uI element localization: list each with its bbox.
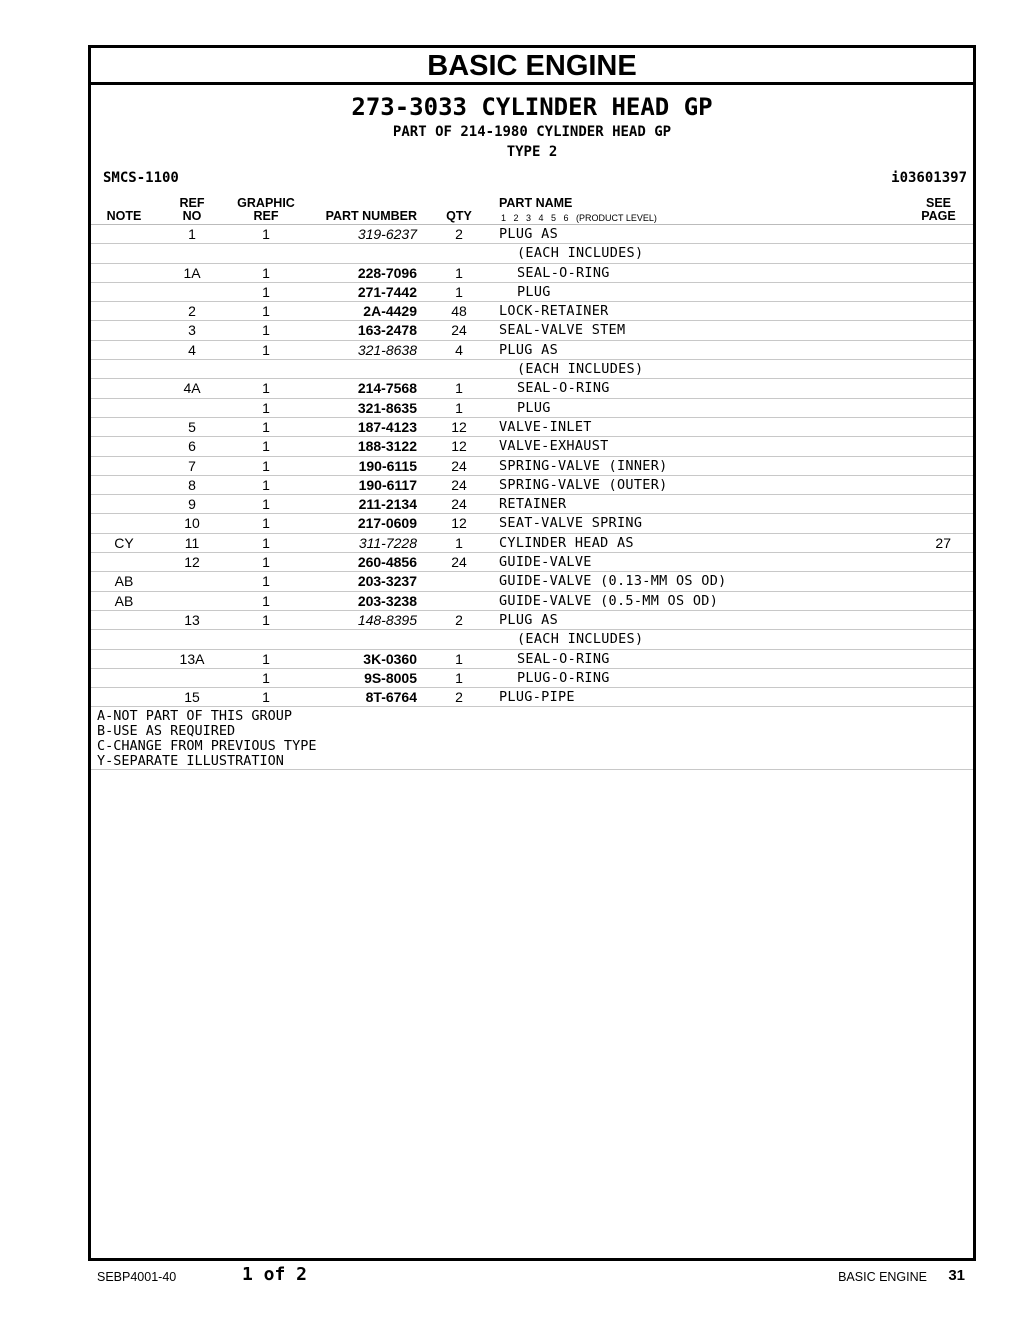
row-qty: 1	[455, 264, 463, 281]
table-row	[91, 688, 973, 707]
row-qty: 48	[451, 303, 467, 320]
footer-doc-id: SEBP4001-40	[97, 1270, 177, 1284]
row-part-name: CYLINDER HEAD AS	[499, 534, 634, 551]
table-row	[91, 534, 973, 553]
row-qty: 2	[455, 689, 463, 706]
row-part-name: PLUG-O-RING	[517, 669, 610, 686]
row-part-number: 190-6115	[358, 457, 417, 474]
row-ref-no: 4A	[183, 380, 201, 397]
row-part-number: 311-7228	[358, 534, 417, 551]
row-part-name: PLUG AS	[499, 341, 558, 358]
row-ref-no: 10	[184, 515, 200, 532]
row-part-number: 217-0609	[357, 515, 417, 532]
row-note: AB	[114, 573, 134, 590]
row-graphic-ref: 1	[262, 283, 270, 300]
col-graphic-ref-line1: GRAPHIC	[237, 196, 295, 210]
row-ref-no: 5	[188, 418, 196, 435]
parts-table-body	[91, 225, 973, 707]
row-part-name: PLUG-PIPE	[499, 689, 575, 706]
table-row	[91, 437, 973, 456]
row-graphic-ref: 1	[262, 303, 270, 320]
group-header	[91, 85, 973, 197]
row-ref-no: 8	[188, 476, 196, 493]
row-part-name: RETAINER	[499, 496, 567, 513]
row-part-number: 211-2134	[358, 496, 417, 513]
row-part-number: 2A-4429	[363, 303, 417, 320]
group-type: TYPE 2	[506, 144, 558, 160]
row-qty: 4	[455, 341, 463, 358]
row-ref-no: 6	[188, 438, 196, 455]
row-ref-no: 11	[184, 534, 200, 551]
col-qty: QTY	[446, 209, 472, 223]
row-graphic-ref: 1	[262, 322, 270, 339]
row-qty: 24	[451, 322, 467, 339]
row-part-name: PLUG	[517, 283, 551, 300]
row-part-name: (EACH INCLUDES)	[517, 361, 644, 378]
column-headers	[91, 197, 973, 225]
note-y: Y-SEPARATE ILLUSTRATION	[97, 753, 284, 770]
row-qty: 1	[455, 380, 463, 397]
row-part-number: 271-7442	[357, 283, 417, 300]
row-graphic-ref: 1	[262, 438, 270, 455]
table-row	[91, 264, 973, 283]
row-graphic-ref: 1	[262, 457, 270, 474]
table-row	[91, 321, 973, 340]
row-ref-no: 13A	[179, 650, 205, 667]
col-product-level: 1 2 3 4 5 6 (PRODUCT LEVEL)	[501, 213, 657, 223]
row-part-name: (EACH INCLUDES)	[517, 631, 644, 648]
row-qty: 24	[451, 554, 467, 571]
parts-page-frame	[88, 45, 976, 1261]
row-part-number: 319-6237	[357, 226, 417, 242]
table-row	[91, 225, 973, 244]
row-ref-no: 12	[184, 554, 200, 571]
row-part-number: 260-4856	[357, 554, 417, 571]
row-ref-no: 3	[188, 322, 196, 339]
table-row	[91, 341, 973, 360]
table-row	[91, 669, 973, 688]
row-part-name: GUIDE-VALVE (0.13-MM OS OD)	[499, 573, 727, 590]
row-qty: 2	[455, 611, 463, 628]
row-part-name: SPRING-VALVE (OUTER)	[499, 476, 668, 493]
row-see-page: 27	[935, 534, 951, 551]
col-note: NOTE	[106, 209, 142, 223]
row-graphic-ref: 1	[262, 689, 270, 706]
row-part-name: GUIDE-VALVE (0.5-MM OS OD)	[499, 592, 719, 609]
note-c: C-CHANGE FROM PREVIOUS TYPE	[97, 738, 317, 755]
row-part-number: 321-8635	[357, 399, 417, 416]
row-part-name: (EACH INCLUDES)	[517, 245, 644, 262]
row-ref-no: 15	[184, 689, 200, 706]
row-graphic-ref: 1	[262, 592, 270, 609]
row-part-name: SEAL-VALVE STEM	[499, 322, 626, 339]
table-row	[91, 418, 973, 437]
row-note: AB	[114, 592, 134, 609]
col-ref-no-line2: NO	[182, 209, 202, 223]
row-graphic-ref: 1	[262, 496, 270, 513]
table-row	[91, 476, 973, 495]
row-qty: 12	[451, 515, 467, 532]
row-part-name: SEAT-VALVE SPRING	[499, 515, 643, 532]
row-ref-no: 7	[188, 457, 196, 474]
table-row	[91, 399, 973, 418]
footer-page-number: 31	[948, 1267, 965, 1284]
row-part-name: SEAL-O-RING	[517, 264, 610, 281]
row-part-name: LOCK-RETAINER	[499, 303, 609, 320]
row-ref-no: 2	[188, 303, 196, 320]
row-part-number: 228-7096	[357, 264, 417, 281]
row-part-name: SEAL-O-RING	[517, 650, 610, 667]
table-row	[91, 244, 973, 263]
row-part-name: PLUG AS	[499, 611, 558, 628]
row-part-number: 214-7568	[357, 380, 417, 397]
illustration-id: i03601397	[891, 170, 967, 186]
row-graphic-ref: 1	[262, 515, 270, 532]
group-part-of: PART OF 214-1980 CYLINDER HEAD GP	[392, 124, 672, 140]
row-qty: 12	[451, 438, 467, 455]
row-graphic-ref: 1	[262, 418, 270, 435]
row-qty: 2	[455, 226, 463, 242]
row-part-number: 190-6117	[358, 476, 417, 493]
col-graphic-ref-line2: REF	[253, 209, 279, 223]
row-graphic-ref: 1	[262, 399, 270, 416]
table-row	[91, 302, 973, 321]
row-graphic-ref: 1	[262, 573, 270, 590]
row-graphic-ref: 1	[262, 611, 270, 628]
row-part-number: 203-3237	[357, 573, 417, 590]
table-row	[91, 514, 973, 533]
row-part-name: SEAL-O-RING	[517, 380, 610, 397]
row-part-name: PLUG AS	[499, 226, 558, 242]
row-qty: 1	[455, 534, 463, 551]
group-title: 273-3033 CYLINDER HEAD GP	[351, 93, 713, 121]
table-row	[91, 495, 973, 514]
notes-legend	[91, 707, 973, 770]
col-part-name: PART NAME	[499, 196, 573, 210]
row-qty: 12	[451, 418, 467, 435]
table-row	[91, 592, 973, 611]
section-title: BASIC ENGINE	[91, 48, 973, 85]
row-graphic-ref: 1	[262, 669, 270, 686]
col-see-page-line2: PAGE	[921, 209, 956, 223]
row-part-number: 148-8395	[357, 611, 417, 628]
row-graphic-ref: 1	[262, 264, 270, 281]
col-see-page-line1: SEE	[925, 196, 951, 210]
row-part-number: 163-2478	[357, 322, 417, 339]
row-part-number: 3K-0360	[363, 650, 417, 667]
row-qty: 1	[455, 650, 463, 667]
col-part-number: PART NUMBER	[325, 209, 417, 223]
footer-section: BASIC ENGINE	[838, 1270, 927, 1284]
row-part-number: 188-3122	[357, 438, 417, 455]
table-row	[91, 360, 973, 379]
row-part-number: 321-8638	[357, 341, 417, 358]
table-row	[91, 630, 973, 649]
row-graphic-ref: 1	[262, 534, 270, 551]
footer-page-of: 1 of 2	[242, 1264, 308, 1285]
table-row	[91, 553, 973, 572]
table-row	[91, 650, 973, 669]
note-a: A-NOT PART OF THIS GROUP	[97, 708, 293, 725]
table-row	[91, 283, 973, 302]
row-ref-no: 4	[188, 341, 196, 358]
row-graphic-ref: 1	[262, 380, 270, 397]
row-qty: 1	[455, 283, 463, 300]
smcs-code: SMCS-1100	[103, 170, 179, 186]
row-part-name: VALVE-EXHAUST	[499, 438, 609, 455]
row-qty: 24	[451, 457, 467, 474]
row-part-number: 8T-6764	[365, 689, 417, 706]
table-row	[91, 572, 973, 591]
row-qty: 1	[455, 669, 463, 686]
row-qty: 24	[451, 476, 467, 493]
table-row	[91, 379, 973, 398]
row-part-name: VALVE-INLET	[499, 418, 592, 435]
row-part-name: GUIDE-VALVE	[499, 554, 592, 571]
row-qty: 24	[451, 496, 467, 513]
note-b: B-USE AS REQUIRED	[97, 723, 236, 740]
row-ref-no: 1A	[183, 264, 201, 281]
col-ref-no-line1: REF	[179, 196, 205, 210]
table-row	[91, 457, 973, 476]
row-graphic-ref: 1	[262, 650, 270, 667]
row-graphic-ref: 1	[262, 476, 270, 493]
row-graphic-ref: 1	[262, 341, 270, 358]
row-graphic-ref: 1	[262, 554, 270, 571]
row-part-number: 203-3238	[357, 592, 417, 609]
row-part-number: 9S-8005	[364, 669, 417, 686]
row-graphic-ref: 1	[262, 226, 270, 242]
row-qty: 1	[455, 399, 463, 416]
table-row	[91, 611, 973, 630]
row-note: CY	[114, 534, 134, 551]
row-ref-no: 13	[184, 611, 200, 628]
row-ref-no: 9	[188, 496, 196, 513]
row-ref-no: 1	[188, 226, 196, 242]
row-part-number: 187-4123	[357, 418, 417, 435]
row-part-name: PLUG	[517, 399, 551, 416]
row-part-name: SPRING-VALVE (INNER)	[499, 457, 668, 474]
